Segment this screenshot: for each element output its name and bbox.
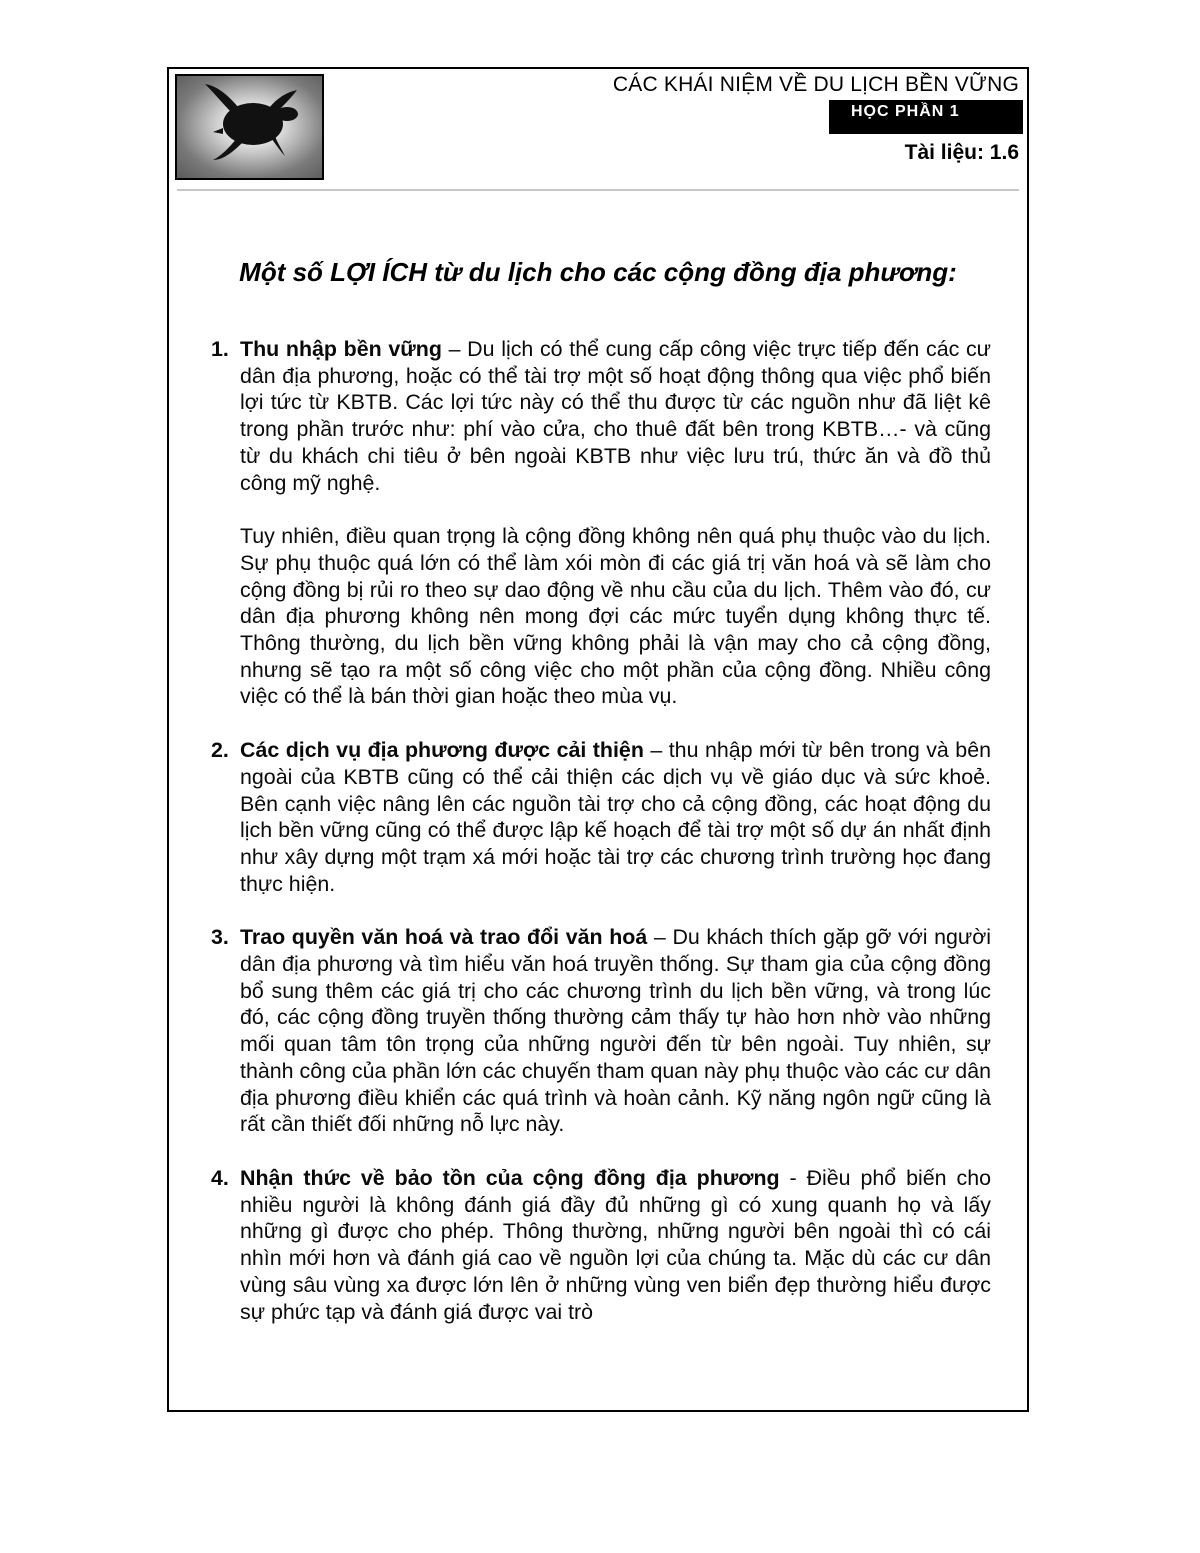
item-number: 4. [211, 1165, 229, 1190]
list-item [211, 924, 991, 1138]
item-term: Thu nhập bền vững [240, 337, 442, 361]
benefits-list [211, 336, 991, 1325]
item-text: – Du lịch có thể cung cấp công việc trực tiếp đến các cư dân địa phương, hoặc có thể tài trợ một số hoạt động thông qua việc phổ biến lợi tức từ KBTB. Các lợi tức này có thể thu được từ các nguồn như đã liệt kê trong phần trước như: phí vào cửa, cho thuê đất bên trong KBTB…- và cũng từ du khách chi tiêu ở bên ngoài KBTB như việc lưu trú, thức ăn và đồ thủ công mỹ nghệ. [240, 337, 992, 495]
item-continuation-paragraph: Tuy nhiên, điều quan trọng là cộng đồng không nên quá phụ thuộc vào du lịch. Sự phụ thuộc quá lớn có thể làm xói mòn đi các giá trị văn hoá và sẽ làm cho cộng đồng bị rủi ro theo sự dao động về nhu cầu của du lịch. Thêm vào đó, cư dân địa phương không nên mong đợi các mức tuyển dụng không thực tế. Thông thường, du lịch bền vững không phải là vận may cho cả cộng đồng, nhưng sẽ tạo ra một số công việc cho một phần của cộng đồng. Nhiều công việc có thể là bán thời gian hoặc theo mùa vụ. [240, 524, 991, 709]
item-term: Nhận thức về bảo tồn của cộng đồng địa phương [240, 1165, 780, 1190]
document-title: CÁC KHÁI NIỆM VỀ DU LỊCH BỀN VỮNG [612, 73, 1019, 96]
item-number: 1. [211, 337, 229, 361]
turtle-icon [177, 76, 322, 178]
header-divider [177, 189, 1019, 191]
page-frame [167, 67, 1029, 1412]
item-term: Các dịch vụ địa phương được cải thiện [240, 738, 644, 763]
item-term: Trao quyền văn hoá và trao đổi văn hoá [240, 925, 648, 950]
item-number: 3. [211, 925, 229, 950]
sea-turtle-logo [175, 74, 324, 180]
module-badge: HỌC PHẦN 1 [829, 100, 1023, 134]
list-item [211, 737, 991, 897]
item-text: - Điều phổ biến cho nhiều người là không đánh giá đầy đủ những gì có xung quanh họ và lấy những gì được cho phép. Thông thường, những người bên ngoài thì có cái nhìn mới hơn và đánh giá cao về nguồn lợi của chúng ta. Mặc dù các cư dân vùng sâu vùng xa được lớn lên ở những vùng ven biển đẹp thường hiểu được sự phức tạp và đánh giá được vai trò [240, 1165, 991, 1324]
list-item [211, 1165, 991, 1325]
item-number: 2. [211, 738, 229, 763]
item-text: – Du khách thích gặp gỡ với người dân địa phương và tìm hiểu văn hoá truyền thống. Sự tham gia của cộng đồng bổ sung thêm các giá trị cho các chương trình du lịch bền vững, và trong lúc đó, các cộng đồng truyền thống thường cảm thấy tự hào hơn nhờ vào những mối quan tâm tôn trọng của những người đến từ bên ngoài. Tuy nhiên, sự thành công của phần lớn các chuyến tham quan này phụ thuộc vào các cư dân địa phương điều khiển các quá trình và hoàn cảnh. Kỹ năng ngôn ngữ cũng là rất cần thiết đối những nỗ lực này. [240, 925, 992, 1137]
item-text: – thu nhập mới từ bên trong và bên ngoài của KBTB cũng có thể cải thiện các dịch vụ về giáo dục và sức khoẻ. Bên cạnh việc nâng lên các nguồn tài trợ cho cả cộng đồng, các hoạt động du lịch bền vững cũng có thể được lập kế hoạch để tài trợ một số dự án nhất định như xây dựng một trạm xá mới hoặc tài trợ các chương trình trường học đang thực hiện. [240, 738, 991, 896]
list-item [211, 336, 991, 496]
document-reference: Tài liệu: 1.6 [904, 141, 1019, 164]
section-heading: Một số LỢI ÍCH từ du lịch cho các cộng đồng địa phương: [239, 257, 957, 287]
